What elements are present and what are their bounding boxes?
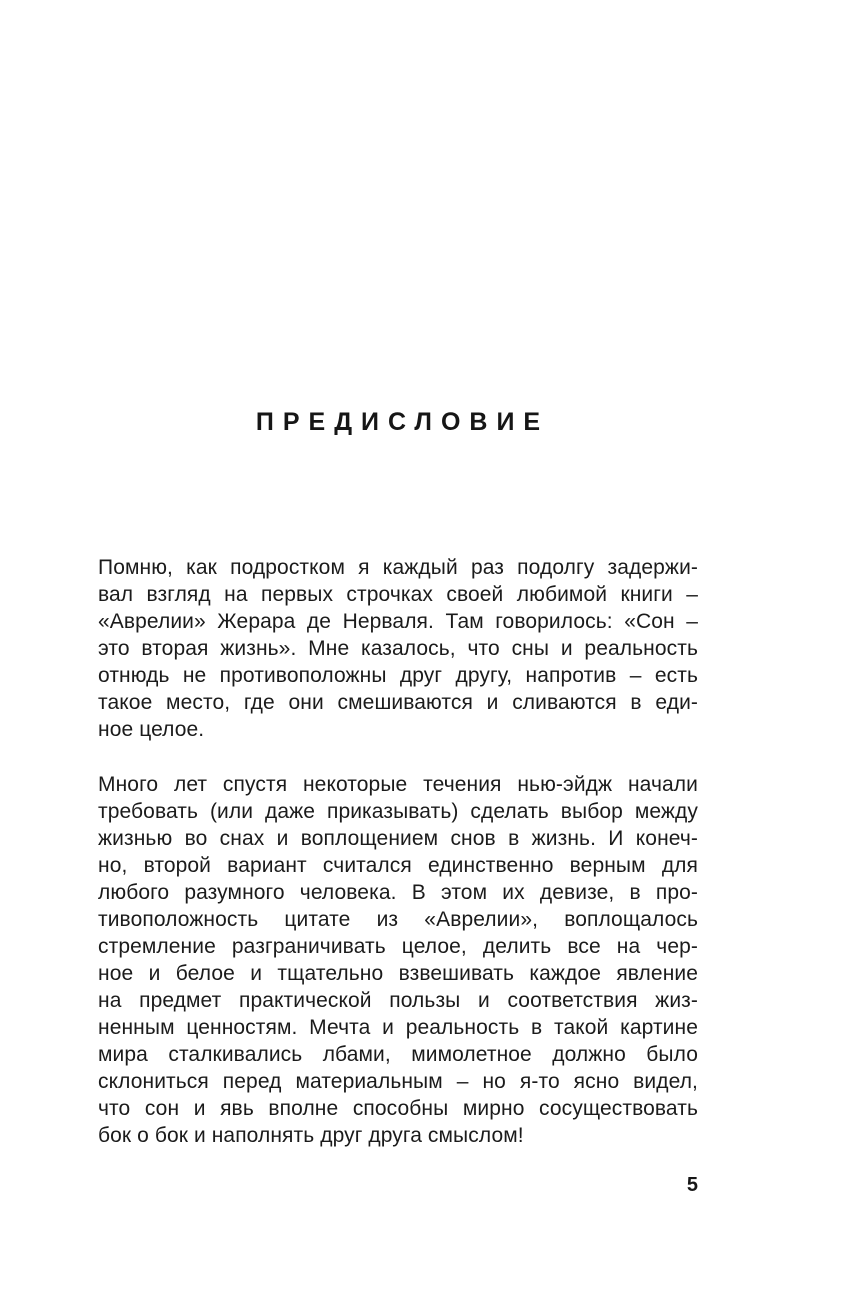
text-line: «Аврелии» Жерара де Нерваля. Там говорилось: «Сон – <box>98 610 698 633</box>
text-line: что сон и явь вполне способны мирно сосуществовать <box>98 1097 698 1120</box>
text-line: тивоположность цитате из «Аврелии», воплощалось <box>98 908 698 931</box>
text-line: отнюдь не противоположны друг другу, напротив – есть <box>98 664 698 687</box>
text-line: требовать (или даже приказывать) сделать выбор между <box>98 800 698 823</box>
paragraph <box>98 554 698 743</box>
text-line: бок о бок и наполнять друг друга смыслом! <box>98 1124 524 1147</box>
text-line: любого разумного человека. В этом их девизе, в про- <box>98 881 698 904</box>
text-line: склониться перед материальным – но я-то ясно видел, <box>98 1070 698 1093</box>
text-line: Помню, как подростком я каждый раз подолгу задержи- <box>98 556 698 579</box>
text-line: вал взгляд на первых строчках своей любимой книги – <box>98 583 698 606</box>
text-line: это вторая жизнь». Мне казалось, что сны и реальность <box>98 637 698 660</box>
text-line: ное и белое и тщательно взвешивать каждое явление <box>98 962 698 985</box>
text-line: такое место, где они смешиваются и сливаются в еди- <box>98 691 698 714</box>
text-line: Много лет спустя некоторые течения нью-эйдж начали <box>98 773 698 796</box>
text-line: жизнью во снах и воплощением снов в жизнь. И конеч- <box>98 827 698 850</box>
text-line: на предмет практической пользы и соответствия жиз- <box>98 989 698 1012</box>
paragraph <box>98 771 698 1149</box>
text-line: стремление разграничивать целое, делить все на чер- <box>98 935 698 958</box>
text-line: но, второй вариант считался единственно верным для <box>98 854 698 877</box>
text-line: ненным ценностям. Мечта и реальность в такой картине <box>98 1016 698 1039</box>
page-number: 5 <box>686 1174 698 1196</box>
text-line: ное целое. <box>98 718 205 741</box>
text-line: мира сталкивались лбами, мимолетное должно было <box>98 1043 698 1066</box>
body-text <box>98 554 698 1149</box>
chapter-title: ПРЕДИСЛОВИЕ <box>255 408 550 436</box>
